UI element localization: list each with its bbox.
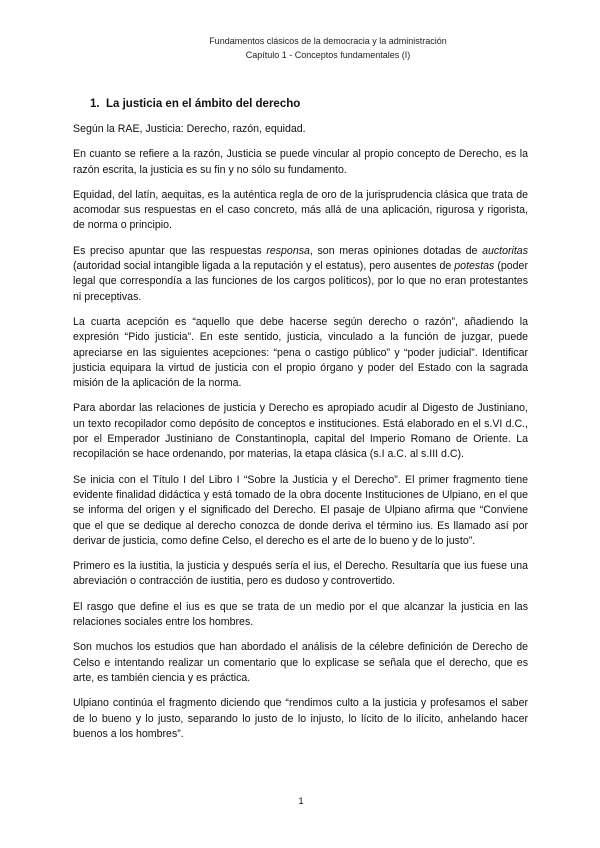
page-footer [0, 796, 600, 807]
page-header [0, 34, 600, 62]
section-title: La justicia en el ámbito del derecho [105, 98, 301, 110]
header-chapter: Capítulo 1 - Conceptos fundamentales (I) [245, 50, 411, 60]
section-heading [90, 96, 528, 112]
italic-term: responsa [266, 244, 310, 257]
page-number: 1 [298, 796, 304, 807]
document-body [73, 96, 528, 752]
paragraph: La cuarta acepción es “aquello que debe hacerse según derecho o razón”, añadiendo la expresión “Pido justicia”. En este sentido, justicia, vinculado a la función de juzgar, puede apreciarse en las siguientes acepciones: “pena o castigo público” y “poder judicial”. Identificar justicia equipara la virtud de justicia con el propio órgano y poder del Estado con la sagrada misión de la aplicación de la norma. [73, 315, 528, 390]
paragraph: Primero es la iustitia, la justicia y después sería el ius, el Derecho. Resultaría que ius fuese una abreviación o contracción de iustitia, pero es dudoso y controvertido. [73, 560, 528, 588]
paragraph: Equidad, del latín, aequitas, es la auténtica regla de oro de la jurisprudencia clásica que trata de acomodar sus respuestas en el caso concreto, más allá de una aplicación, rigurosa y rigorista, de norma o principio. [73, 188, 528, 232]
paragraph: Según la RAE, Justicia: Derecho, razón, equidad. [73, 123, 306, 135]
text-run: , son meras opiniones dotadas de [309, 244, 483, 257]
text-run: (autoridad social intangible ligada a la reputación y el estatus), pero ausentes de [73, 260, 455, 273]
text-run: (poder legal que correspondía a las funciones de los cargos políticos), por lo que no eran protestantes ni preceptivas. [73, 260, 528, 303]
paragraph: El rasgo que define el ius es que se trata de un medio por el que alcanzar la justicia en las relaciones sociales entre los hombres. [73, 600, 528, 629]
paragraph: Ulpiano continúa el fragmento diciendo que “rendimos culto a la justicia y profesamos el saber de lo bueno y lo justo, separando lo justo de lo injusto, lo lícito de lo ilícito, anhelando hacer buenos a los hombres”. [73, 697, 528, 740]
paragraph: Para abordar las relaciones de justicia y Derecho es apropiado acudir al Digesto de Justiniano, un texto recopilador como depósito de conceptos e instituciones. Está elaborado en el s.VI d.C., por el Emperador Justiniano de Constantinopla, capital del Imperio Romano de Oriente. La recopilación se hace ordenando, por materias, la etapa clásica (s.I a.C. al s.III d.C). [73, 402, 528, 461]
section-number: 1. [90, 98, 100, 110]
paragraph: Son muchos los estudios que han abordado el análisis de la célebre definición de Derecho de Celso e intentando realizar un comentario que lo explicase se señala que el derecho, que es arte, es también ciencia y es práctica. [73, 641, 528, 684]
paragraph: Se inicia con el Título I del Libro I “Sobre la Justicia y el Derecho”. El primer fragmento tiene evidente finalidad didáctica y está tomado de la obra docente Instituciones de Ulpiano, en el que se informa del origen y el significado del Derecho. El pasaje de Ulpiano afirma que “Conviene que el que se dedique al derecho conozca de donde deriva el término ius. Es llamado así por derivar de justicia, como define Celso, el derecho es el arte de lo bueno y de lo justo”. [73, 473, 528, 547]
italic-term: potestas [454, 260, 495, 273]
text-run: Es preciso apuntar que las respuestas [73, 244, 267, 257]
header-title: Fundamentos clásicos de la democracia y la administración [209, 36, 447, 46]
italic-term: auctoritas [482, 244, 528, 257]
paragraph: En cuanto se refiere a la razón, Justicia se puede vincular al propio concepto de Derecho, es la razón escrita, la justicia es su fin y no sólo su fundamento. [73, 148, 528, 176]
paragraph [73, 244, 528, 305]
